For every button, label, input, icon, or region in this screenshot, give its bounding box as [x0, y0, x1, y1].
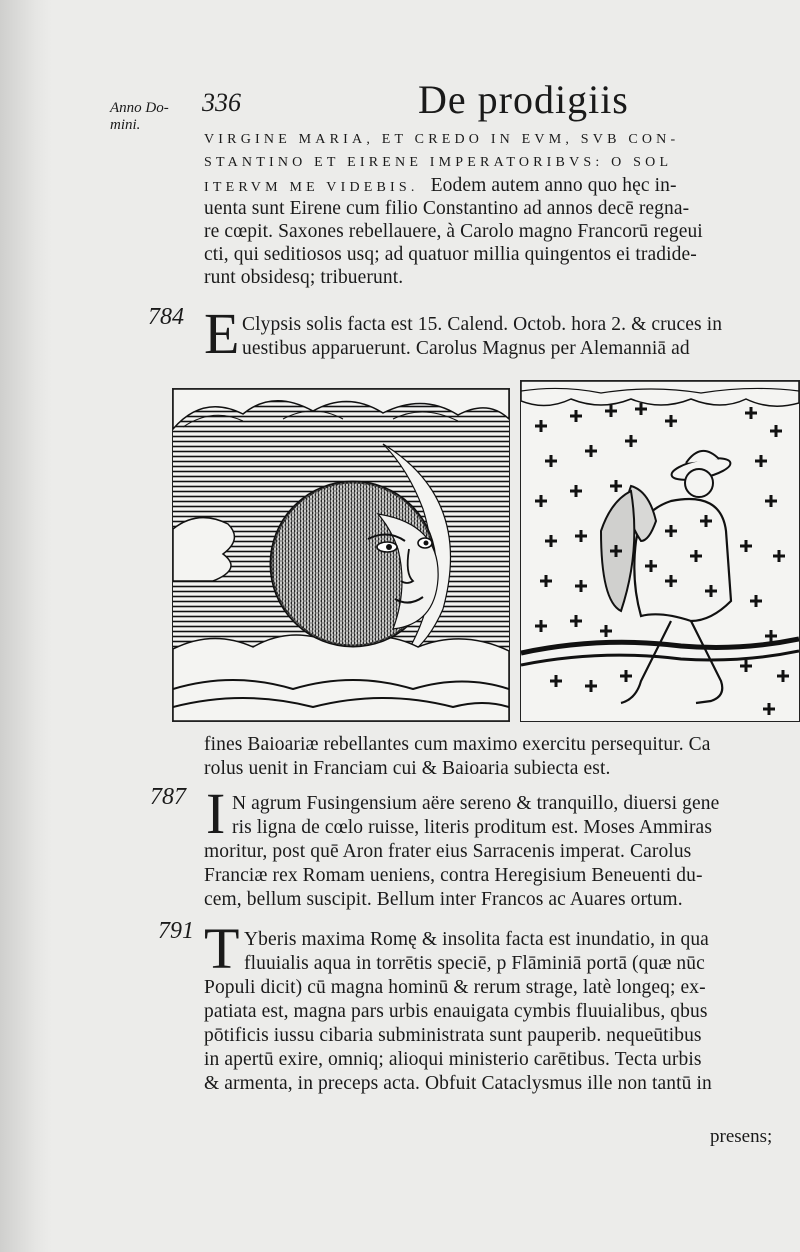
entry-787-line-2: ris ligna de cœlo ruisse, literis proditum est. Moses Ammiras [232, 817, 713, 838]
entry-791-line-6: in apertū exire, omniq; alioqui ministerio carētibus. Tecta urbis [204, 1049, 702, 1070]
entry-791-line-7: & armenta, in preceps acta. Obfuit Cataclysmus ille non tantū in [204, 1073, 712, 1094]
margin-note-line-1: Anno Do- [110, 100, 169, 116]
initial-e: E [204, 301, 240, 366]
entry-784-line-4: rolus uenit in Franciam cui & Baioaria subiecta est. [204, 758, 611, 779]
running-title: De prodigiis [418, 77, 629, 122]
entry-791-line-3: Populi dicit) cū magna hominū & rerum strage, latè longeq; ex- [204, 977, 706, 998]
entry-787-line-3: moritur, post quē Aron frater eius Sarracenis imperat. Carolus [204, 841, 692, 862]
year-787: 787 [150, 784, 186, 810]
entry-787-line-4: Franciæ rex Romam ueniens, contra Heregisium Beneuenti du- [204, 865, 703, 886]
margin-note-anno-domini [110, 100, 169, 134]
opening-line-6: cti, qui seditiosos usq; ad quatuor millia quingentos ei tradide- [204, 244, 697, 265]
opening-line-7: runt obsidesq; tribuerunt. [204, 267, 404, 288]
entry-791-line-4: patiata est, magna pars urbis enauigata cymbis fluuialibus, qbus [204, 1001, 708, 1022]
eclipse-sun-illustration [173, 389, 509, 721]
year-784: 784 [148, 304, 184, 330]
entry-787-line-1: N agrum Fusingensium aëre sereno & tranquillo, diuersi gene [232, 793, 720, 814]
opening-line-3-text: Eodem autem anno quo hęc in- [430, 175, 677, 196]
margin-note-line-2: mini. [110, 117, 141, 133]
opening-line-3 [204, 174, 677, 199]
initial-t: T [204, 916, 240, 981]
opening-line-3-caps: ITERVM ME VIDEBIS. [204, 180, 419, 195]
entry-791-line-2: fluuialis aqua in torrētis speciē, p Flāminiā portā (quæ nūc [244, 953, 705, 974]
entry-784-line-2: uestibus apparuerunt. Carolus Magnus per Alemanniā ad [242, 338, 690, 359]
crosses-figure-illustration [521, 381, 799, 721]
initial-i: I [206, 781, 226, 846]
catchword: presens; [710, 1126, 773, 1147]
opening-line-5: re cœpit. Saxones rebellauere, à Carolo magno Francorū regeui [204, 221, 703, 242]
entry-791-line-1: Yberis maxima Romę & insolita facta est inundatio, in qua [244, 929, 709, 950]
folio-number: 336 [202, 88, 241, 117]
opening-line-4: uenta sunt Eirene cum filio Constantino ad annos decē regna- [204, 198, 690, 219]
entry-784-line-1: Clypsis solis facta est 15. Calend. Octob. hora 2. & cruces in [242, 314, 723, 335]
page-gutter-shadow [0, 0, 52, 1252]
year-791: 791 [158, 918, 194, 944]
entry-791-line-5: pōtificis iussu cibaria subministrata sunt pauperib. nequeūtibus [204, 1025, 702, 1046]
entry-784-line-3: fines Baioariæ rebellantes cum maximo exercitu persequitur. Ca [204, 734, 711, 755]
woodcut-eclipse-sun [172, 388, 510, 722]
opening-caps-line-1: VIRGINE MARIA, ET CREDO IN EVM, SVB CON- [204, 132, 680, 147]
woodcut-crosses-figure [520, 380, 800, 722]
entry-787-line-5: cem, bellum suscipit. Bellum inter Francos ac Auares ortum. [204, 889, 683, 910]
opening-caps-line-2: STANTINO ET EIRENE IMPERATORIBVS: O SOL [204, 155, 673, 170]
